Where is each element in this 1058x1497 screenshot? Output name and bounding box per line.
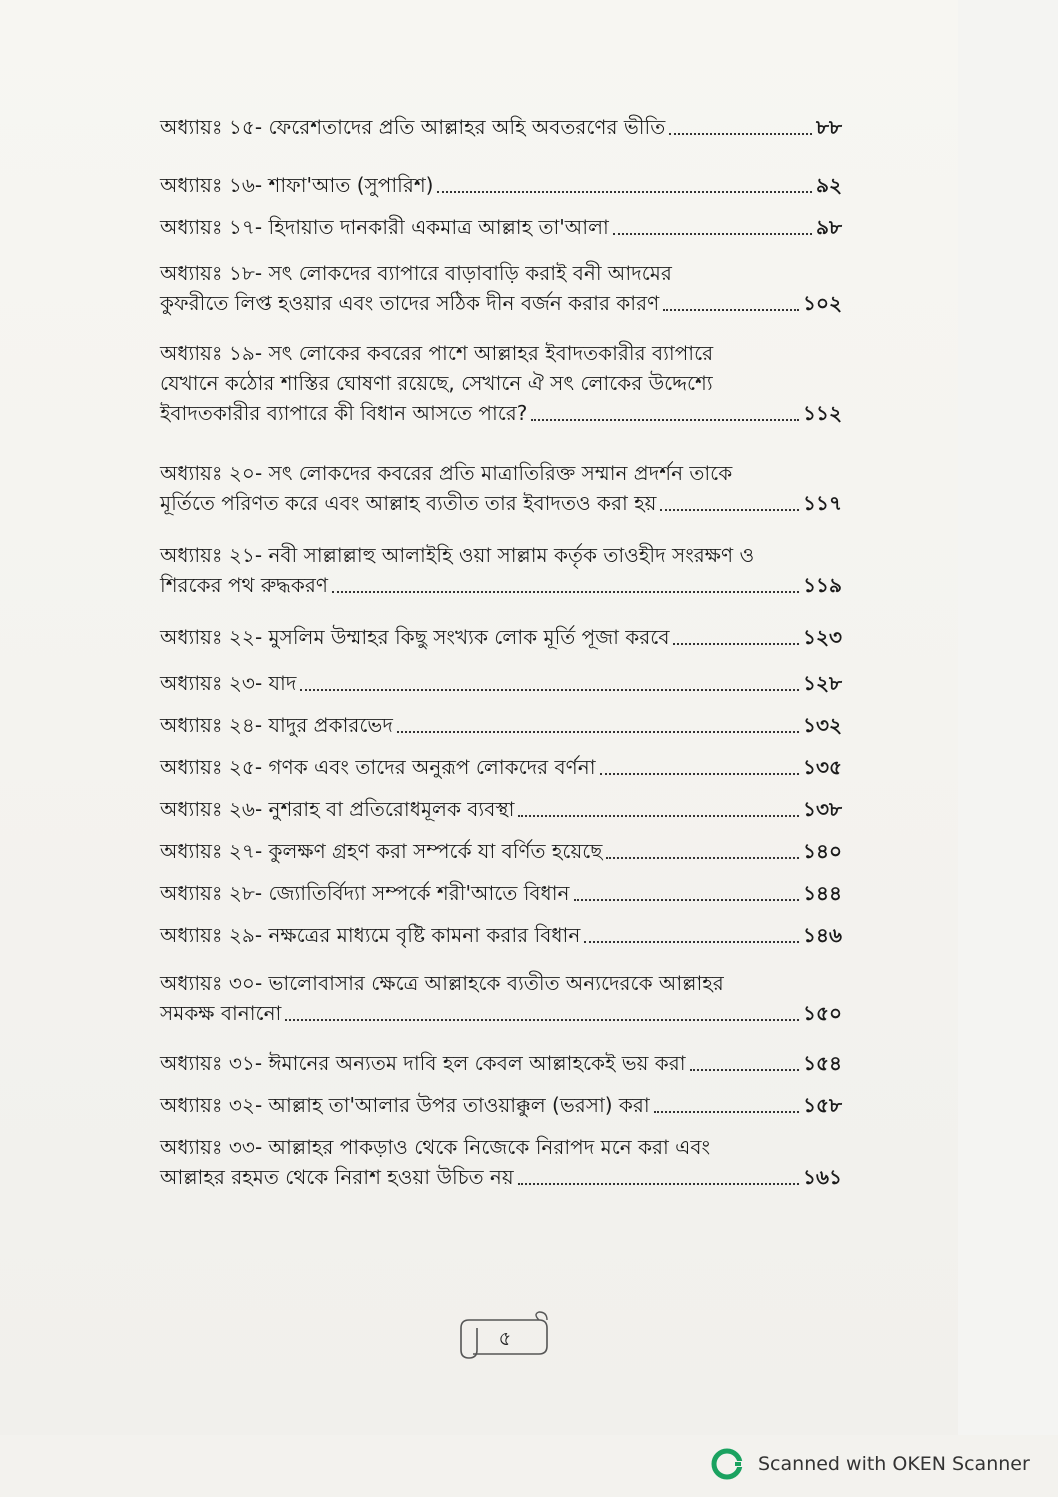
toc-entry-line: [160, 1048, 842, 1078]
toc-entry-title: অধ্যায়ঃ ২২- মুসলিম উম্মাহর কিছু সংখ্যক লোক মূর্তি পূজা করবে: [160, 625, 670, 649]
toc-entry-line: [160, 752, 842, 782]
toc-page-number: ৯৮: [816, 215, 842, 239]
toc-entry-line: [160, 338, 842, 368]
toc-entry-title: অধ্যায়ঃ ২৪- যাদুর প্রকারভেদ: [160, 713, 393, 737]
toc-leader-dots: [332, 590, 799, 593]
toc-entry: [160, 836, 842, 866]
toc-entry-title: সমকক্ষ বানানো: [160, 1001, 282, 1025]
toc-entry-title: অধ্যায়ঃ ২৮- জ্যোতির্বিদ্যা সম্পর্কে শরী'আতে বিধান: [160, 881, 570, 905]
toc-page-number: ১৪৪: [803, 881, 842, 905]
toc-entry: [160, 170, 842, 200]
toc-page-number: ১৫৮: [803, 1093, 842, 1117]
toc-page-number: ১১২: [803, 401, 842, 425]
toc-entry-line: [160, 668, 842, 698]
toc-entry-line: [160, 968, 842, 998]
toc-entry-title: যেখানে কঠোর শাস্তির ঘোষণা রয়েছে, সেখানে ঐ সৎ লোকের উদ্দেশ্যে: [160, 371, 713, 395]
toc-entry-title: মূর্তিতে পরিণত করে এবং আল্লাহ ব্যতীত তার ইবাদতও করা হয়: [160, 491, 657, 515]
scanner-watermark-text: Scanned with OKEN Scanner: [758, 1453, 1030, 1475]
page-number-scroll: [455, 1310, 555, 1362]
toc-entry-line: [160, 258, 842, 288]
toc-entry-line: [160, 794, 842, 824]
toc-page-number: ১৪৬: [803, 923, 842, 947]
page-number: ৫: [498, 1326, 512, 1350]
toc-entry-title: শিরকের পথ রুদ্ধকরণ: [160, 573, 328, 597]
toc-entry: [160, 258, 842, 318]
toc-entry-title: অধ্যায়ঃ ২৯- নক্ষত্রের মাধ্যমে বৃষ্টি কামনা করার বিধান: [160, 923, 581, 947]
toc-entry-title: অধ্যায়ঃ ৩২- আল্লাহ তা'আলার উপর তাওয়াক্কুল (ভরসা) করা: [160, 1093, 650, 1117]
toc-entry-line: [160, 570, 842, 600]
toc-page-number: ১৪০: [803, 839, 842, 863]
scan-edge: [958, 0, 1058, 1435]
toc-leader-dots: [397, 730, 799, 733]
toc-page-number: ১৩২: [803, 713, 842, 737]
toc-page-number: ৯২: [816, 173, 842, 197]
toc-entry-title: ইবাদতকারীর ব্যাপারে কী বিধান আসতে পারে?: [160, 401, 528, 425]
toc-entry-line: [160, 368, 842, 398]
toc-entry-title: অধ্যায়ঃ ২১- নবী সাল্লাল্লাহু আলাইহি ওয়া সাল্লাম কর্তৃক তাওহীদ সংরক্ষণ ও: [160, 543, 755, 567]
toc-entry-line: [160, 212, 842, 242]
toc-leader-dots: [584, 940, 799, 943]
toc-entry-line: [160, 1132, 842, 1162]
toc-entry-line: [160, 878, 842, 908]
toc-page-number: ১৫০: [803, 1001, 842, 1025]
toc-entry-title: অধ্যায়ঃ ২৩- যাদ: [160, 671, 297, 695]
toc-entry: [160, 710, 842, 740]
toc-entry: [160, 622, 842, 652]
toc-leader-dots: [660, 508, 799, 511]
toc-entry-title: অধ্যায়ঃ ২৫- গণক এবং তাদের অনুরূপ লোকদের বর্ণনা: [160, 755, 596, 779]
toc-entry-title: অধ্যায়ঃ ২০- সৎ লোকদের কবরের প্রতি মাত্রাতিরিক্ত সম্মান প্রদর্শন তাকে: [160, 461, 733, 485]
toc-entry: [160, 752, 842, 782]
toc-entry-title: অধ্যায়ঃ ৩১- ঈমানের অন্যতম দাবি হল কেবল আল্লাহকেই ভয় করা: [160, 1051, 686, 1075]
toc-entry-line: [160, 710, 842, 740]
toc-leader-dots: [690, 1068, 799, 1071]
toc-entry-line: [160, 836, 842, 866]
toc-page-number: ১৫৪: [803, 1051, 842, 1075]
toc-leader-dots: [437, 190, 812, 193]
toc-entry-line: [160, 1162, 842, 1192]
toc-leader-dots: [518, 814, 799, 817]
toc-entry-title: অধ্যায়ঃ ২৬- নুশরাহ বা প্রতিরোধমূলক ব্যবস্থা: [160, 797, 515, 821]
toc-page-number: ৮৮: [816, 115, 842, 139]
toc-entry-line: [160, 488, 842, 518]
toc-entry: [160, 878, 842, 908]
toc-entry-line: [160, 998, 842, 1028]
toc-entry-line: [160, 288, 842, 318]
toc-leader-dots: [669, 132, 812, 135]
toc-leader-dots: [531, 418, 799, 421]
toc-leader-dots: [518, 1182, 799, 1185]
toc-leader-dots: [285, 1018, 799, 1021]
toc-entry: [160, 668, 842, 698]
toc-leader-dots: [574, 898, 800, 901]
toc-page-number: ১১৯: [803, 573, 842, 597]
toc-entry-line: [160, 540, 842, 570]
toc-entry-title: অধ্যায়ঃ ২৭- কুলক্ষণ গ্রহণ করা সম্পর্কে যা বর্ণিত হয়েছে: [160, 839, 603, 863]
toc-leader-dots: [673, 642, 799, 645]
toc-entry: [160, 1090, 842, 1120]
toc-leader-dots: [606, 856, 799, 859]
toc-entry-title: অধ্যায়ঃ ৩০- ভালোবাসার ক্ষেত্রে আল্লাহকে ব্যতীত অন্যদেরকে আল্লাহর: [160, 971, 724, 995]
toc-page-number: ১৩৮: [803, 797, 842, 821]
toc-entry-line: [160, 170, 842, 200]
toc-leader-dots: [654, 1110, 799, 1113]
toc-entry: [160, 540, 842, 600]
toc-entry-title: অধ্যায়ঃ ৩৩- আল্লাহর পাকড়াও থেকে নিজেকে নিরাপদ মনে করা এবং: [160, 1135, 711, 1159]
toc-leader-dots: [613, 232, 812, 235]
toc-entry: [160, 794, 842, 824]
toc-entry-title: অধ্যায়ঃ ১৭- হিদায়াত দানকারী একমাত্র আল্লাহ তা'আলা: [160, 215, 609, 239]
toc-page-number: ১২৩: [803, 625, 842, 649]
scanner-footer: [710, 1446, 1030, 1482]
toc-entry-title: অধ্যায়ঃ ১৮- সৎ লোকদের ব্যাপারে বাড়াবাড়ি করাই বনী আদমের: [160, 261, 672, 285]
toc-entry-line: [160, 458, 842, 488]
toc-entry-line: [160, 398, 842, 428]
toc-entry: [160, 112, 842, 142]
toc-entry-title: অধ্যায়ঃ ১৯- সৎ লোকের কবরের পাশে আল্লাহর ইবাদতকারীর ব্যাপারে: [160, 341, 714, 365]
toc-page-number: ১০২: [803, 291, 842, 315]
toc-entry: [160, 1132, 842, 1192]
toc-entry-title: আল্লাহর রহমত থেকে নিরাশ হওয়া উচিত নয়: [160, 1165, 514, 1189]
toc-page-number: ১৬১: [803, 1165, 842, 1189]
toc-entry: [160, 1048, 842, 1078]
toc-entry: [160, 968, 842, 1028]
toc-page-number: ১৩৫: [803, 755, 842, 779]
toc-entry-line: [160, 112, 842, 142]
toc-entry-title: কুফরীতে লিপ্ত হওয়ার এবং তাদের সঠিক দীন বর্জন করার কারণ: [160, 291, 660, 315]
toc-entry: [160, 338, 842, 428]
oken-scanner-logo-icon: [710, 1447, 744, 1481]
toc-entry: [160, 212, 842, 242]
toc-entry-title: অধ্যায়ঃ ১৬- শাফা'আত (সুপারিশ): [160, 173, 434, 197]
toc-entry-title: অধ্যায়ঃ ১৫- ফেরেশতাদের প্রতি আল্লাহর অহি অবতরণের ভীতি: [160, 115, 666, 139]
toc-page-number: ১১৭: [803, 491, 842, 515]
toc-leader-dots: [300, 688, 799, 691]
toc-entry-line: [160, 920, 842, 950]
toc-entry: [160, 458, 842, 518]
toc-leader-dots: [600, 772, 800, 775]
toc-entry-line: [160, 1090, 842, 1120]
toc-page-number: ১২৮: [803, 671, 842, 695]
toc-entry-line: [160, 622, 842, 652]
toc-entry: [160, 920, 842, 950]
toc-leader-dots: [663, 308, 799, 311]
